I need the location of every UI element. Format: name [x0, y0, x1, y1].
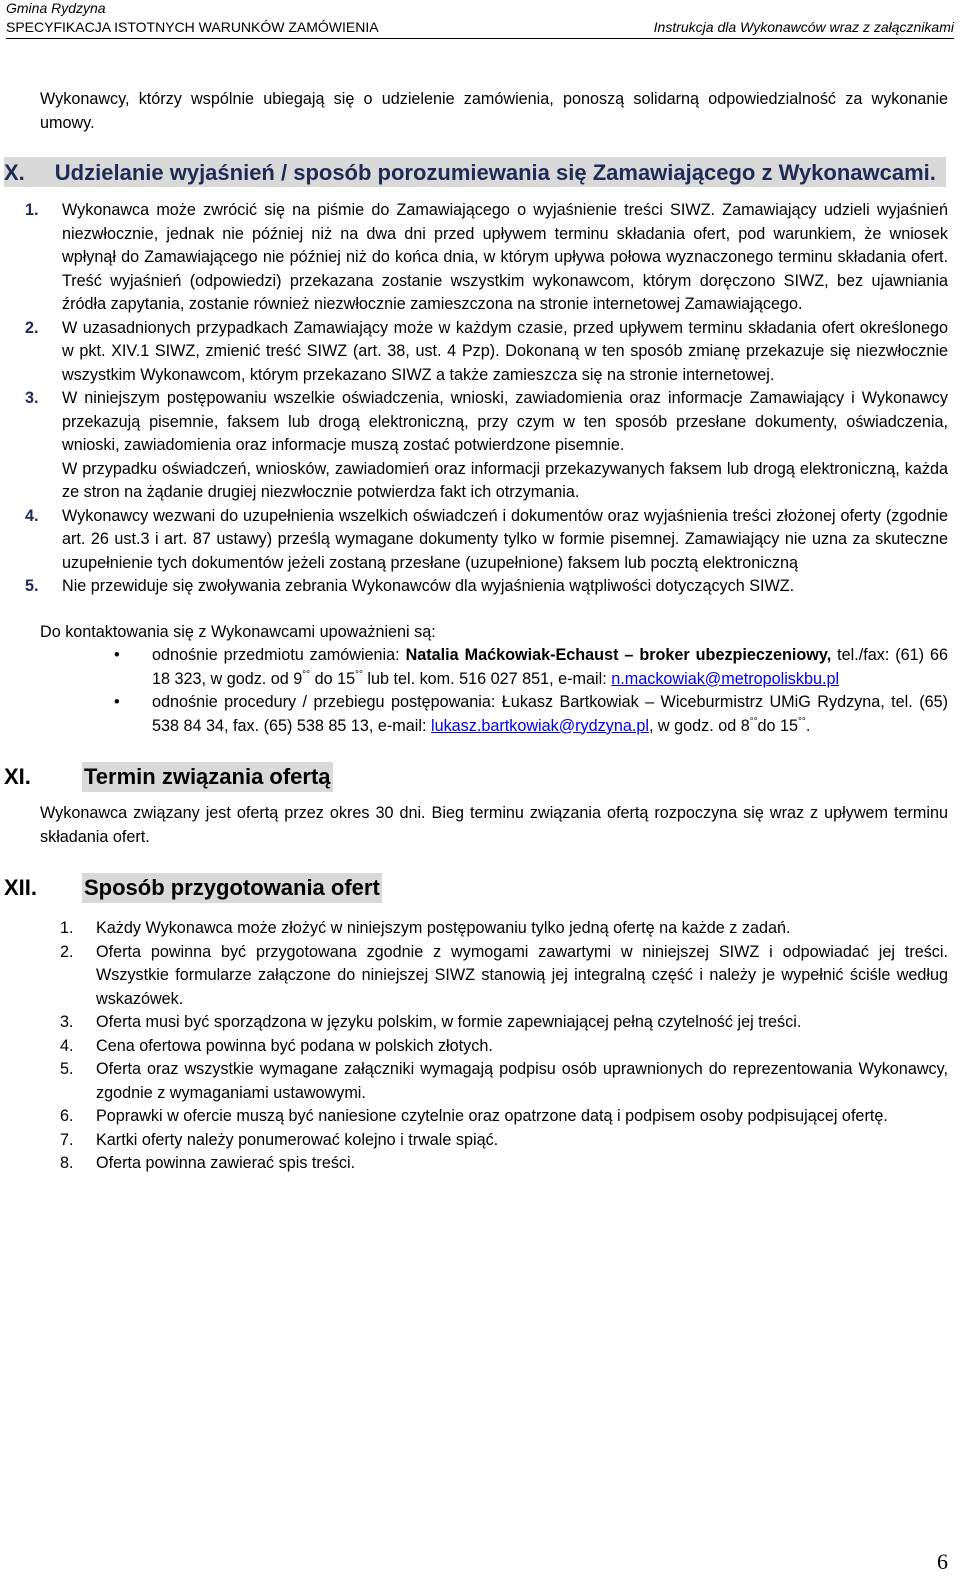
item-text: Oferta oraz wszystkie wymagane załączniki wymagają podpisu osób uprawnionych do reprezentowania Wykonawcy, zgodnie z wymaganiami ustawowymi.: [96, 1060, 948, 1102]
item-text: Kartki oferty należy ponumerować kolejno i trwale spiąć.: [96, 1130, 499, 1149]
list-item: [38, 1058, 948, 1105]
list-item: [0, 199, 948, 317]
contact-post: , w godz. od 8: [648, 716, 750, 735]
item-text: Wykonawcy wezwani do uzupełnienia wszelkich oświadczeń i dokumentów oraz wyjaśnienia treści złożonej oferty (zgodnie art. 26 ust.3 i art. 87 ustawy) prześlą wymagane dokumenty tylko w formie pisemnej. Zamawiający nie uzna za skuteczne uzupełnienie tych dokumentów jeżeli zostaną przesłane (uzupełnione) faksem lub pocztą elektroniczną: [62, 506, 948, 572]
section-xi-body: Wykonawca związany jest ofertą przez okres 30 dni. Bieg terminu związania ofertą rozpoczyna się wraz z upływem terminu składania ofert.: [40, 804, 948, 846]
section-xii-list: [40, 917, 948, 1176]
item-text: W uzasadnionych przypadkach Zamawiający może w każdym czasie, przed upływem terminu składania ofert określonego w pkt. XIV.1 SIWZ, zmienić treść SIWZ (art. 38, ust. 4 Pzp). Dokonaną w ten sposób zmianę przekazuje się niezwłocznie wszystkim Wykonawcom, którym przekazano SIWZ a także zamieszcza się na stronie internetowej.: [62, 318, 948, 384]
item-text-continued: W przypadku oświadczeń, wniosków, zawiadomień oraz informacji przekazywanych faksem lub drogą elektroniczną, każda ze stron na żądanie drugiej niezwłocznie potwierdza fakt ich otrzymania.: [62, 459, 948, 501]
section-xii-title: [4, 873, 948, 903]
header-left: SPECYFIKACJA ISTOTNYCH WARUNKÓW ZAMÓWIENIA: [6, 19, 379, 35]
list-item: [38, 941, 948, 1012]
item-text: Cena ofertowa powinna być podana w polskich złotych.: [96, 1036, 493, 1055]
item-number: 6.: [60, 1107, 74, 1125]
header-org: Gmina Rydzyna: [6, 0, 106, 16]
section-xii-heading: Sposób przygotowania ofert: [82, 873, 382, 903]
hour-sup: °°: [302, 669, 311, 681]
contact-mid: do 15: [757, 716, 799, 735]
item-number: 3.: [25, 389, 39, 407]
list-item: [38, 1152, 948, 1176]
running-header: [6, 16, 954, 39]
item-number: 1.: [25, 201, 39, 219]
list-item: [38, 1035, 948, 1059]
contact-item: [40, 691, 948, 738]
contacts-list: [40, 644, 948, 738]
hour-sup: °°: [749, 716, 758, 728]
list-item: [0, 505, 948, 576]
item-text: Każdy Wykonawca może złożyć w niniejszym postępowaniu tylko jedną ofertę na każde z zadań.: [96, 919, 791, 937]
item-number: 5.: [60, 1060, 74, 1078]
bullet-icon: •: [114, 646, 120, 664]
item-number: 5.: [25, 577, 39, 595]
item-text: Oferta powinna zawierać spis treści.: [96, 1154, 356, 1172]
item-number: 4.: [25, 506, 39, 525]
item-number: 8.: [60, 1154, 74, 1172]
section-x-number: X.: [4, 160, 25, 185]
item-number: 2.: [60, 942, 74, 961]
email-link[interactable]: n.mackowiak@metropoliskbu.pl: [611, 669, 840, 688]
list-item: [0, 317, 948, 388]
list-item: [38, 917, 948, 941]
list-item: [38, 1129, 948, 1153]
item-text: Poprawki w ofercie muszą być naniesione czytelnie oraz opatrzone datą i podpisem osoby podpisującej ofertę.: [96, 1107, 888, 1125]
contact-end: .: [805, 716, 811, 735]
list-item: [38, 1011, 948, 1035]
contact-pre: odnośnie przedmiotu zamówienia:: [152, 646, 406, 664]
item-number: 7.: [60, 1130, 74, 1149]
contact-tel: tel./fax: (61) 66 18 323, w godz. od 9: [152, 646, 949, 688]
list-item: [38, 1105, 948, 1129]
intro-paragraph: Wykonawcy, którzy wspólnie ubiegają się o udzielenie zamówienia, ponoszą solidarną odpowiedzialność za wykonanie umowy.: [40, 90, 948, 132]
item-text: W niniejszym postępowaniu wszelkie oświadczenia, wnioski, zawiadomienia oraz informacje Zamawiający i Wykonawcy przekazują pisemnie, faksem lub drogą elektroniczną, przy czym w ten sposób przesłane dokumenty, oświadczenia, wnioski, zawiadomienia oraz informacje muszą zostać potwierdzone pisemnie.: [62, 389, 948, 454]
section-xi-number: XI.: [4, 764, 31, 789]
contact-pre: odnośnie procedury / przebiegu postępowania: Łukasz Bartkowiak – Wiceburmistrz UMiG Rydzyna, tel. (65) 538 84 34, fax. (65) 538 85 13, e-mail:: [152, 693, 948, 735]
list-item: [0, 387, 948, 505]
contact-post: lub tel. kom. 516 027 851, e-mail:: [362, 669, 612, 688]
item-text: Oferta musi być sporządzona w języku polskim, w formie zapewniającej pełną czytelność jej treści.: [96, 1013, 802, 1031]
section-xi-heading: Termin związania ofertą: [82, 762, 333, 792]
hour-sup: °°: [798, 716, 806, 728]
email-link[interactable]: lukasz.bartkowiak@rydzyna.pl: [430, 716, 649, 735]
section-xii-number: XII.: [4, 875, 38, 900]
item-text: Oferta powinna być przygotowana zgodnie z wymogami zawartymi w niniejszej SIWZ i odpowiadać jej treści. Wszystkie formularze załączone do niniejszej SIWZ stanowią jej integralną część i należy je wypełnić ściśle według wskazówek.: [96, 942, 948, 1008]
page-content: [4, 88, 949, 1176]
list-item: [0, 575, 948, 599]
contact-mid: do 15: [310, 669, 356, 688]
contact-item: [40, 644, 948, 691]
item-number: 1.: [60, 919, 74, 937]
section-x-title: [4, 157, 946, 187]
item-text: Nie przewiduje się zwoływania zebrania Wykonawców dla wyjaśnienia wątpliwości dotyczących SIWZ.: [62, 577, 795, 595]
section-x-list: [25, 199, 948, 599]
item-number: 3.: [60, 1013, 74, 1031]
bullet-icon: •: [114, 693, 120, 711]
contacts-intro: Do kontaktowania się z Wykonawcami upoważnieni są:: [40, 622, 436, 641]
page-number: 6: [937, 1549, 948, 1574]
header-right: Instrukcja dla Wykonawców wraz z załącznikami: [653, 19, 954, 35]
section-x-heading: Udzielanie wyjaśnień / sposób porozumiewania się Zamawiającego z Wykonawcami.: [54, 160, 936, 185]
section-xi-title: [4, 762, 948, 792]
hour-sup: °°: [355, 669, 363, 681]
item-text: Wykonawca może zwrócić się na piśmie do Zamawiającego o wyjaśnienie treści SIWZ. Zamawiający udzieli wyjaśnień niezwłocznie, jednak nie później niż na dwa dni przed upływem terminu składania ofert, pod warunkiem, że wniosek wpłynął do Zamawiającego nie później niż do końca dnia, w którym upływa połowa wyznaczonego terminu składania ofert. Treść wyjaśnień (odpowiedzi) przekazana zostanie wszystkim wykonawcom, którym doręczono SIWZ, bez ujawniania źródła zapytania, zostanie również niezwłocznie zamieszczona na stronie internetowej Zamawiającego.: [62, 201, 948, 313]
item-number: 2.: [25, 318, 39, 337]
contact-name: Natalia Maćkowiak-Echaust – broker ubezpieczeniowy,: [405, 646, 832, 664]
item-number: 4.: [60, 1036, 74, 1055]
